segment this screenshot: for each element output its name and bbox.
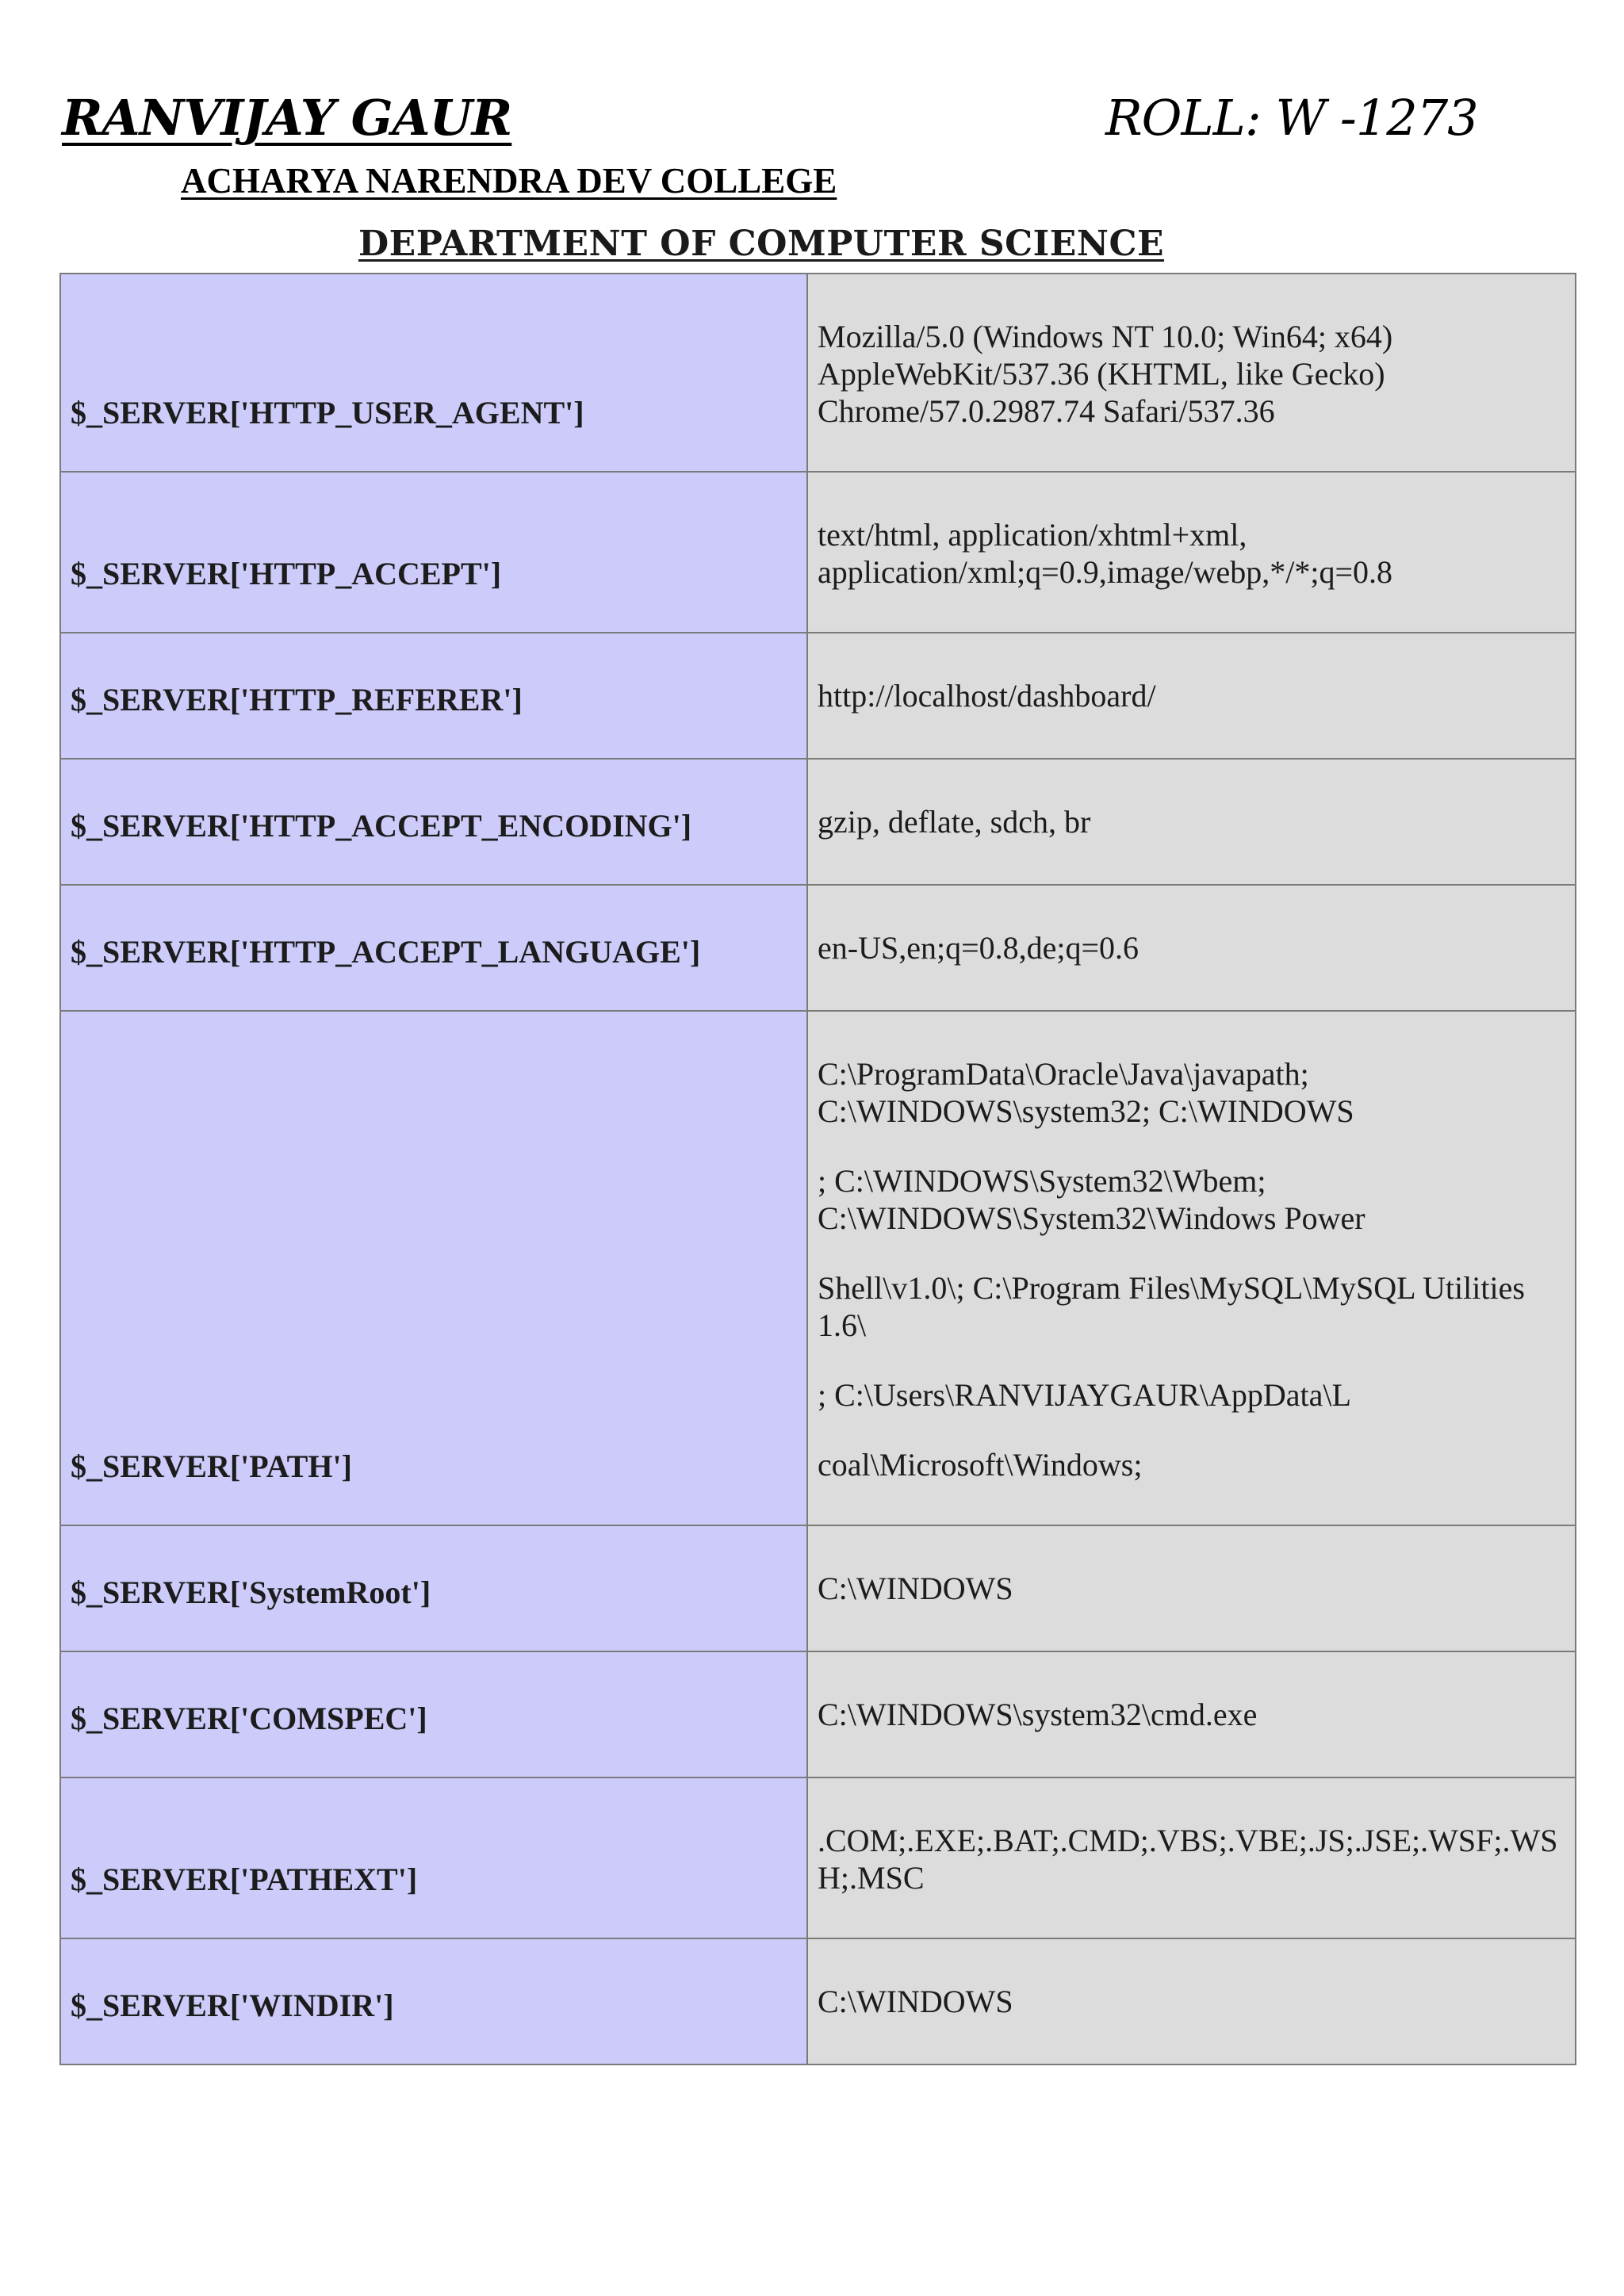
table-row [60,472,1576,633]
value-line: coal\Microsoft\Windows; [818,1447,1143,1483]
variable-value [807,1651,1576,1777]
variable-value [807,633,1576,759]
roll-number: ROLL: W -1273 [1105,89,1478,147]
variable-key: $_SERVER['HTTP_ACCEPT'] [60,472,807,633]
value-line: http://localhost/dashboard/ [818,678,1156,714]
author-name: RANVIJAY GAUR [62,89,512,147]
variable-key: $_SERVER['HTTP_REFERER'] [60,633,807,759]
department-name: DEPARTMENT OF COMPUTER SCIENCE [358,224,1165,264]
table-row [60,1011,1576,1525]
value-line: Shell\v1.0\; C:\Program Files\MySQL\MySQL Utilities 1.6\ [818,1270,1525,1343]
value-line: text/html, application/xhtml+xml, application/xml;q=0.9,image/webp,*/*;q=0.8 [818,517,1392,590]
table-row [60,633,1576,759]
table-row [60,274,1576,472]
variable-key: $_SERVER['PATHEXT'] [60,1777,807,1938]
variable-value [807,1938,1576,2064]
table-row [60,1525,1576,1651]
variable-key: $_SERVER['HTTP_ACCEPT_LANGUAGE'] [60,885,807,1011]
variable-key: $_SERVER['PATH'] [60,1011,807,1525]
value-line: C:\ProgramData\Oracle\Java\javapath; C:\WINDOWS\system32; C:\WINDOWS [818,1056,1354,1129]
table-row [60,1777,1576,1938]
variable-key: $_SERVER['HTTP_ACCEPT_ENCODING'] [60,759,807,885]
table-row [60,759,1576,885]
variable-key: $_SERVER['COMSPEC'] [60,1651,807,1777]
variable-value [807,885,1576,1011]
value-line: ; C:\WINDOWS\System32\Wbem; C:\WINDOWS\System32\Windows Power [818,1163,1365,1236]
server-variables-table [59,273,1576,2065]
variable-value [807,759,1576,885]
value-line: C:\WINDOWS [818,1984,1013,2019]
variable-key: $_SERVER['HTTP_USER_AGENT'] [60,274,807,472]
table-row [60,1938,1576,2064]
variable-key: $_SERVER['SystemRoot'] [60,1525,807,1651]
table-row [60,1651,1576,1777]
variable-key: $_SERVER['WINDIR'] [60,1938,807,2064]
value-line: ; C:\Users\RANVIJAYGAUR\AppData\L [818,1377,1351,1413]
variable-value [807,274,1576,472]
college-name: ACHARYA NARENDRA DEV COLLEGE [181,161,837,201]
variable-value [807,472,1576,633]
table-row [60,885,1576,1011]
value-line: Mozilla/5.0 (Windows NT 10.0; Win64; x64) AppleWebKit/537.36 (KHTML, like Gecko) Chrome/57.0.2987.74 Safari/537.36 [818,319,1393,429]
value-line: C:\WINDOWS [818,1571,1013,1606]
value-line: C:\WINDOWS\system32\cmd.exe [818,1697,1258,1732]
value-line: .COM;.EXE;.BAT;.CMD;.VBS;.VBE;.JS;.JSE;.WSF;.WS H;.MSC [818,1823,1558,1896]
variable-value [807,1011,1576,1525]
variable-value [807,1777,1576,1938]
page-header [0,0,1624,274]
value-line: en-US,en;q=0.8,de;q=0.6 [818,930,1139,966]
value-line: gzip, deflate, sdch, br [818,804,1091,840]
variable-value [807,1525,1576,1651]
